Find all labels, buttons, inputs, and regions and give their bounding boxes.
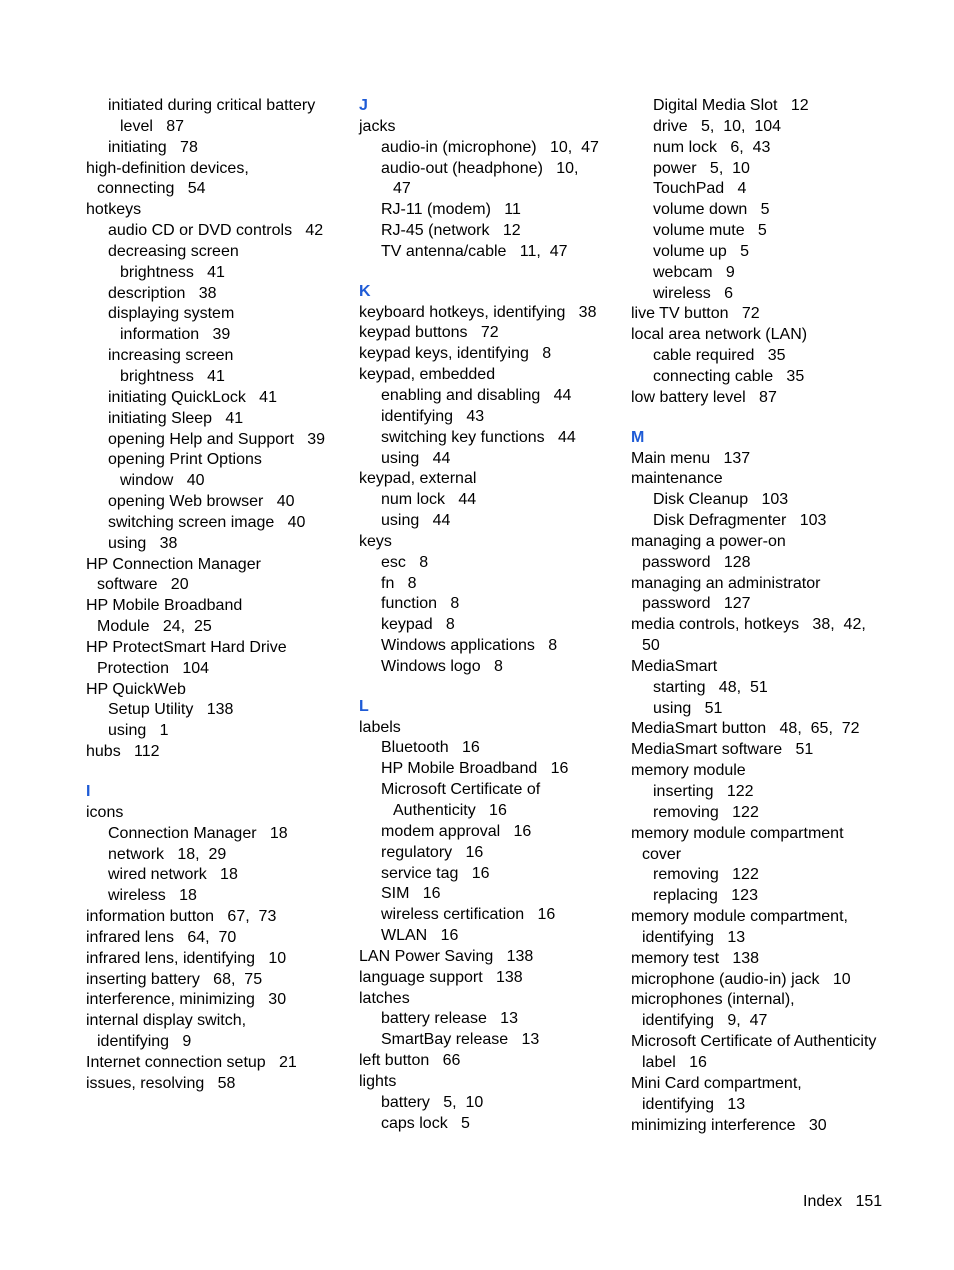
index-entry: memory module compartment [631, 824, 844, 842]
index-subentry: audio CD or DVD controls 42 [108, 222, 324, 240]
index-entry: interference, minimizing 30 [86, 991, 287, 1009]
index-subentry: opening Print Options [108, 451, 262, 469]
index-entry: language support 138 [359, 968, 523, 986]
index-entry: jacks [359, 117, 396, 135]
index-column-2 [359, 96, 621, 1135]
index-entry: minimizing interference 30 [631, 1116, 827, 1134]
index-entry: hotkeys [86, 201, 142, 219]
index-subentry: opening Help and Support 39 [108, 430, 326, 448]
index-entry: HP ProtectSmart Hard Drive [86, 638, 287, 656]
index-entry: left button 66 [359, 1052, 461, 1070]
index-subentry: initiating QuickLock 41 [108, 388, 277, 406]
index-subentry: num lock 6, 43 [653, 138, 771, 156]
index-entry: local area network (LAN) [631, 326, 808, 344]
index-subentry: Microsoft Certificate of [381, 781, 541, 799]
index-entry: icons [86, 803, 124, 821]
index-subentry: removing 122 [653, 803, 759, 821]
index-subentry-continuation: window 40 [120, 472, 205, 490]
index-subentry-continuation: level 87 [120, 117, 185, 135]
index-entry: keypad, external [359, 470, 477, 488]
index-subentry: keypad 8 [381, 616, 455, 634]
index-subentry: wireless 6 [653, 284, 734, 302]
index-subentry: Setup Utility 138 [108, 701, 234, 719]
index-subentry: connecting cable 35 [653, 367, 805, 385]
index-subentry: using 1 [108, 722, 169, 740]
index-entry-continuation: password 128 [642, 553, 751, 571]
index-entry-continuation: identifying 9 [97, 1033, 192, 1051]
index-subentry: using 38 [108, 534, 178, 552]
index-entry: infrared lens 64, 70 [86, 928, 237, 946]
index-subentry: network 18, 29 [108, 845, 227, 863]
index-entry-continuation: connecting 54 [97, 180, 206, 198]
index-entry: keypad buttons 72 [359, 324, 499, 342]
index-subentry: replacing 123 [653, 887, 758, 905]
index-subentry-continuation: brightness 41 [120, 263, 225, 281]
index-subentry: Disk Cleanup 103 [653, 491, 789, 509]
index-entry: memory module [631, 762, 746, 780]
section-gap [86, 763, 348, 782]
index-subentry: switching key functions 44 [381, 428, 576, 446]
index-subentry: SIM 16 [381, 885, 441, 903]
section-letter-heading: L [359, 697, 369, 715]
index-entry: Mini Card compartment, [631, 1074, 802, 1092]
index-subentry: esc 8 [381, 553, 429, 571]
index-entry: infrared lens, identifying 10 [86, 949, 287, 967]
index-subentry: increasing screen [108, 347, 234, 365]
index-entry: keypad keys, identifying 8 [359, 345, 552, 363]
index-subentry: Windows logo 8 [381, 657, 503, 675]
index-column-3 [631, 96, 893, 1136]
index-entry-continuation: identifying 13 [642, 1095, 746, 1113]
index-entry-continuation: cover [642, 845, 682, 863]
index-subentry: removing 122 [653, 866, 759, 884]
index-subentry: decreasing screen [108, 242, 239, 260]
index-subentry: power 5, 10 [653, 159, 750, 177]
index-subentry: fn 8 [381, 574, 417, 592]
index-entry: internal display switch, [86, 1012, 247, 1030]
index-entry-continuation: password 127 [642, 595, 751, 613]
index-entry: MediaSmart [631, 657, 718, 675]
index-entry: microphone (audio-in) jack 10 [631, 970, 851, 988]
index-entry: MediaSmart button 48, 65, 72 [631, 720, 860, 738]
index-subentry: starting 48, 51 [653, 678, 768, 696]
section-gap [359, 263, 621, 282]
index-subentry: Windows applications 8 [381, 637, 558, 655]
index-subentry: RJ-11 (modem) 11 [381, 201, 521, 219]
index-subentry: using 44 [381, 512, 451, 530]
index-entry: maintenance [631, 470, 723, 488]
index-subentry: function 8 [381, 595, 460, 613]
index-entry: LAN Power Saving 138 [359, 947, 534, 965]
index-subentry: using 51 [653, 699, 723, 717]
index-entry: low battery level 87 [631, 388, 777, 406]
index-entry: issues, resolving 58 [86, 1074, 236, 1092]
index-entry: HP QuickWeb [86, 680, 186, 698]
index-subentry: initiating 78 [108, 138, 198, 156]
index-entry: labels [359, 718, 401, 736]
index-entry: lights [359, 1072, 397, 1090]
index-entry-continuation: identifying 9, 47 [642, 1012, 768, 1030]
index-subentry: cable required 35 [653, 347, 786, 365]
index-subentry: battery release 13 [381, 1010, 518, 1028]
index-subentry-continuation: Authenticity 16 [393, 802, 507, 819]
index-subentry: Disk Defragmenter 103 [653, 512, 827, 530]
index-subentry: opening Web browser 40 [108, 493, 295, 511]
index-entry: Main menu 137 [631, 449, 751, 467]
index-entry: managing an administrator [631, 574, 821, 592]
index-subentry: webcam 9 [653, 263, 735, 281]
index-subentry: Connection Manager 18 [108, 824, 288, 842]
index-entry: inserting battery 68, 75 [86, 970, 263, 988]
index-entry-continuation: Protection 104 [97, 659, 210, 677]
section-letter-heading: J [359, 97, 368, 114]
index-entry: HP Mobile Broadband [86, 597, 243, 615]
index-entry: Microsoft Certificate of Authenticity [631, 1033, 877, 1051]
index-subentry: wireless certification 16 [381, 906, 556, 924]
index-subentry: SmartBay release 13 [381, 1031, 540, 1049]
index-subentry: volume up 5 [653, 242, 750, 260]
index-entry: memory test 138 [631, 949, 760, 967]
index-entry: keyboard hotkeys, identifying 38 [359, 303, 597, 321]
index-subentry: initiating Sleep 41 [108, 409, 244, 427]
index-entry: hubs 112 [86, 743, 160, 761]
index-entry-continuation: identifying 13 [642, 928, 746, 946]
index-subentry: caps lock 5 [381, 1114, 470, 1132]
index-subentry-continuation: 47 [393, 180, 411, 198]
index-subentry: Bluetooth 16 [381, 739, 480, 757]
index-subentry: enabling and disabling 44 [381, 386, 572, 404]
index-entry-continuation: 50 [642, 637, 660, 655]
index-entry-continuation: label 16 [642, 1053, 707, 1071]
index-subentry: service tag 16 [381, 864, 490, 882]
index-entry-continuation: Module 24, 25 [97, 618, 212, 636]
index-entry: high-definition devices, [86, 159, 249, 177]
index-entry: media controls, hotkeys 38, 42, [631, 616, 866, 634]
index-entry: MediaSmart software 51 [631, 741, 814, 759]
index-subentry: using 44 [381, 449, 451, 467]
index-subentry: num lock 44 [381, 491, 477, 509]
index-entry: memory module compartment, [631, 908, 848, 926]
index-subentry: battery 5, 10 [381, 1093, 484, 1111]
index-subentry: drive 5, 10, 104 [653, 117, 782, 135]
index-subentry-continuation: brightness 41 [120, 367, 225, 385]
index-subentry: modem approval 16 [381, 822, 532, 840]
index-entry: information button 67, 73 [86, 908, 277, 926]
index-entry: live TV button 72 [631, 305, 760, 323]
index-subentry: displaying system [108, 305, 235, 323]
index-subentry: identifying 43 [381, 407, 485, 425]
section-gap [359, 678, 621, 697]
index-subentry: volume mute 5 [653, 222, 767, 240]
index-subentry: Digital Media Slot 12 [653, 97, 809, 114]
index-subentry: wired network 18 [108, 866, 238, 884]
index-subentry: regulatory 16 [381, 843, 484, 861]
index-subentry-continuation: information 39 [120, 326, 231, 344]
index-subentry: TouchPad 4 [653, 180, 747, 198]
section-letter-heading: M [631, 428, 645, 446]
section-letter-heading: I [86, 783, 91, 800]
section-gap [631, 409, 893, 428]
index-subentry: RJ-45 (network 12 [381, 222, 521, 240]
index-subentry: volume down 5 [653, 201, 770, 219]
index-entry: keys [359, 532, 392, 550]
index-entry: keypad, embedded [359, 366, 496, 384]
index-subentry: audio-in (microphone) 10, 47 [381, 138, 599, 156]
index-subentry: wireless 18 [108, 887, 197, 905]
index-subentry: WLAN 16 [381, 927, 459, 945]
index-subentry: audio-out (headphone) 10, [381, 159, 579, 177]
section-letter-heading: K [359, 282, 371, 300]
index-entry: latches [359, 989, 410, 1007]
index-subentry: TV antenna/cable 11, 47 [381, 242, 568, 260]
page-footer: Index 151 [803, 1193, 883, 1210]
index-subentry: initiated during critical battery [108, 97, 316, 114]
index-column-1 [86, 96, 348, 1095]
index-subentry: HP Mobile Broadband 16 [381, 760, 569, 778]
index-entry: HP Connection Manager [86, 555, 261, 573]
index-entry: managing a power-on [631, 532, 786, 550]
index-entry: Internet connection setup 21 [86, 1053, 297, 1071]
index-subentry: inserting 122 [653, 783, 754, 800]
index-entry-continuation: software 20 [97, 576, 189, 594]
index-subentry: switching screen image 40 [108, 513, 306, 531]
index-subentry: description 38 [108, 284, 217, 302]
index-entry: microphones (internal), [631, 991, 795, 1009]
